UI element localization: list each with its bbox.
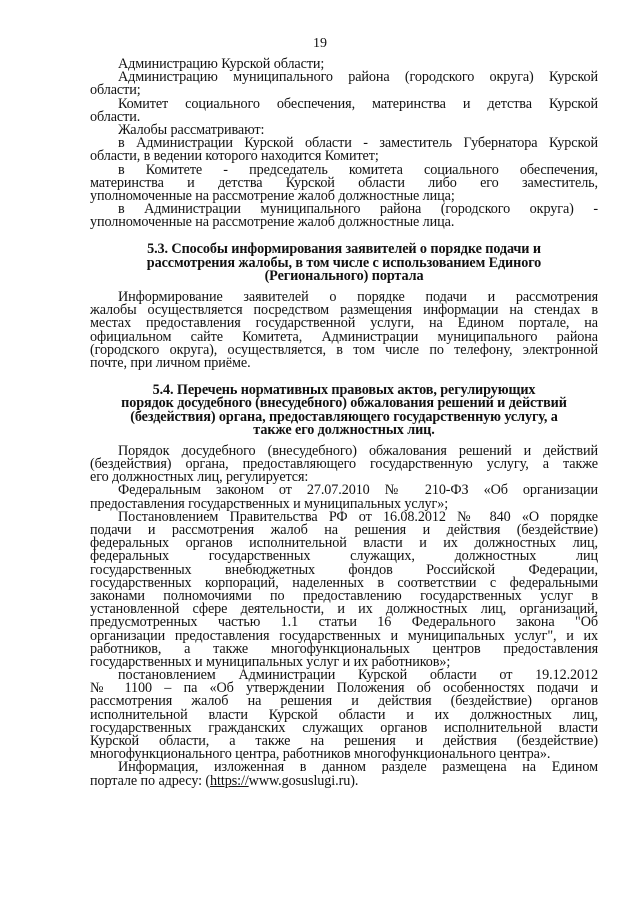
text-line: Порядок досудебного (внесудебного) обжалования решений и действий: [118, 442, 598, 459]
text-line: его должностных лиц, регулируется:: [90, 469, 309, 486]
text-line: законами полномочиями по предоставлению государственных услуг в: [90, 587, 598, 604]
text-line: уполномоченные на рассмотрение жалоб должностные лица.: [90, 214, 455, 231]
text-line: государственных корпораций, наделенных в соответствии с федеральными: [90, 574, 598, 591]
text-line: № 1100 – па «Об утверждении Положения об особенностях подачи и: [90, 680, 598, 697]
heading-line: (бездействия) органа, предоставляющего государственную услугу, а: [130, 408, 558, 425]
heading-line: порядок досудебного (внесудебного) обжалования решений и действий: [121, 395, 567, 412]
heading-line: рассмотрения жалобы, в том числе с использованием Единого: [146, 254, 542, 271]
section-5-4-heading: [90, 384, 598, 437]
text-line: исполнительной власти Курской области и их должностных лиц,: [90, 706, 598, 723]
gosuslugi-link[interactable]: https://: [210, 772, 249, 789]
portal-address-line: [90, 772, 598, 789]
text-line: государственных гражданских служащих органов исполнительной власти: [90, 719, 598, 736]
heading-line: (Регионального) портала: [264, 267, 424, 284]
text-line: федеральных государственных служащих, должностных лиц: [90, 548, 598, 565]
text-line: Постановлением Правительства РФ от 16.08.2012 № 840 «О порядке: [118, 508, 598, 525]
text-line: работников, а также многофункциональных центров предоставления: [90, 640, 598, 657]
heading-line: 5.3. Способы информирования заявителей о порядке подачи и: [147, 241, 541, 258]
text-line: уполномоченные на рассмотрение жалоб должностные лица;: [90, 187, 455, 204]
text-line: установленной сфере деятельности, и их должностных лиц, организаций,: [90, 601, 598, 618]
text-line: в Комитете - председатель комитета социального обеспечения,: [118, 161, 598, 178]
text-line: официальном сайте Комитета, Администрации муниципального района: [90, 328, 598, 345]
text-line: рассмотрения жалоб на решения и действия (бездействие) органов: [90, 693, 598, 710]
section-5-4-body: [90, 442, 598, 789]
text-line: (городского округа), осуществляется, в том числе по телефону, электронной: [90, 341, 598, 358]
heading-line: 5.4. Перечень нормативных правовых актов, регулирующих: [152, 382, 536, 399]
text-line: государственных внебюджетных фондов Российской Федерации,: [90, 561, 598, 578]
section-5-3-paragraph: [90, 291, 598, 370]
text-line: в Администрации Курской области - заместитель Губернатора Курской: [118, 135, 598, 152]
text-line: предусмотренных частью 1.1 статьи 16 Федерального закона "Об: [90, 614, 598, 631]
text-span: www.gosuslugi.ru).: [248, 772, 359, 789]
text-line: Курской области, а также на решения и действия (бездействие): [90, 733, 598, 749]
document-body: [90, 58, 598, 788]
text-line: области, в ведении которого находится Комитет;: [90, 148, 379, 165]
section-5-3-heading: [90, 243, 598, 283]
text-line: федеральных органов исполнительной власти и их должностных лиц,: [90, 535, 598, 552]
text-line: предоставления государственных и муниципальных услуг»;: [90, 495, 449, 512]
text-line: (бездействия) органа, предоставляющего государственную услугу, а также: [90, 456, 598, 473]
heading-line: также его должностных лиц.: [253, 421, 435, 438]
text-line: Администрацию Курской области;: [118, 56, 325, 72]
text-line: Администрацию муниципального района (городского округа) Курской: [118, 69, 598, 86]
page-number: 19: [313, 36, 327, 51]
text-line: почте, при личном приёме.: [90, 354, 251, 371]
text-line: подачи и рассмотрения жалоб на решения и действия (бездействие): [90, 522, 598, 538]
text-line: области.: [90, 108, 141, 125]
text-line: местах предоставления государственной услуги, на Едином портале, на: [90, 315, 598, 332]
text-line: области;: [90, 82, 141, 99]
text-line: многофункционального центра, работников многофункционального центра».: [90, 746, 551, 763]
text-line: материнства и детства Курской области либо его заместитель,: [90, 174, 598, 191]
text-line: Жалобы рассматривают:: [118, 121, 265, 138]
text-line: жалобы осуществляется посредством размещения информации на стендах в: [90, 302, 598, 319]
text-line: Информация, изложенная в данном разделе размещена на Едином: [118, 759, 598, 776]
text-line: Комитет социального обеспечения, материнства и детства Курской: [118, 95, 598, 112]
text-line: государственных и муниципальных услуг и их работников»;: [90, 653, 451, 670]
text-span: портале по адресу: (: [90, 772, 211, 789]
text-line: постановлением Администрации Курской области от 19.12.2012: [118, 667, 598, 684]
text-line: Информирование заявителей о порядке подачи и рассмотрения: [118, 289, 598, 305]
text-line: Федеральным законом от 27.07.2010 № 210-ФЗ «Об организации: [118, 482, 598, 499]
text-line: в Администрации муниципального района (городского округа) -: [118, 201, 598, 218]
text-line: организации предоставления государственных и муниципальных услуг", и их: [90, 627, 598, 644]
appeal-recipients-block: [90, 58, 598, 229]
